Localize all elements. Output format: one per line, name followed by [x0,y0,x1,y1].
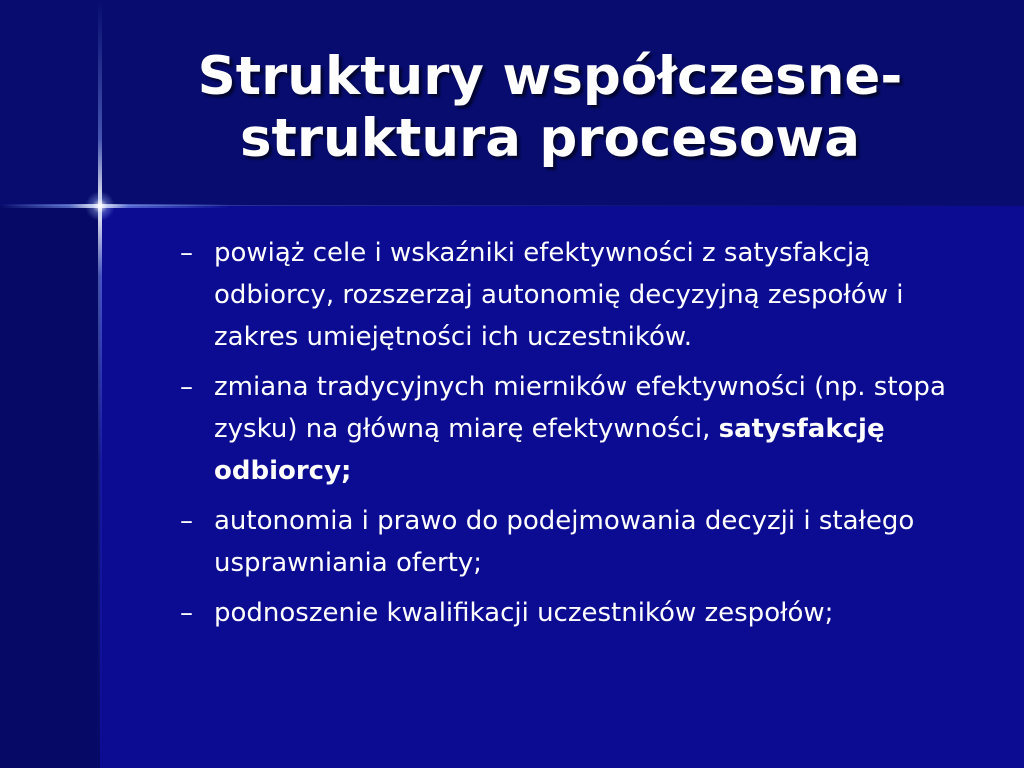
bullet-item [180,592,980,634]
bullet-item [180,500,980,584]
bullet-text-bold: satysfakcję odbiorcy; [214,414,885,486]
dash-bullet-icon: – [180,238,193,268]
dash-bullet-icon: – [180,598,193,628]
star-flare-icon [85,191,115,221]
flare-line-horizontal [0,204,230,208]
slide-title [110,46,990,170]
bullet-text: powiąż cele i wskaźniki efektywności z satysfakcją odbiorcy, rozszerzaj autonomię decyzyjną zespołów i zakres umiejętności ich uczestników. [214,238,904,352]
bullet-item [180,232,980,358]
dash-bullet-icon: – [180,372,193,402]
dash-bullet-icon: – [180,506,193,536]
title-line-1: Struktury współczesne- [197,46,903,107]
left-band [0,206,100,768]
bullet-text: podnoszenie kwalifikacji uczestników zespołów; [214,598,834,628]
bullet-item [180,366,980,492]
bullet-text: zmiana tradycyjnych mierników efektywności (np. stopa zysku) na główną miarę efektywności, [214,372,946,444]
bullet-list [180,232,980,642]
bullet-text: autonomia i prawo do podejmowania decyzji i stałego usprawniania oferty; [214,506,915,578]
flare-line-vertical [98,0,102,768]
title-line-2: struktura procesowa [240,108,860,169]
